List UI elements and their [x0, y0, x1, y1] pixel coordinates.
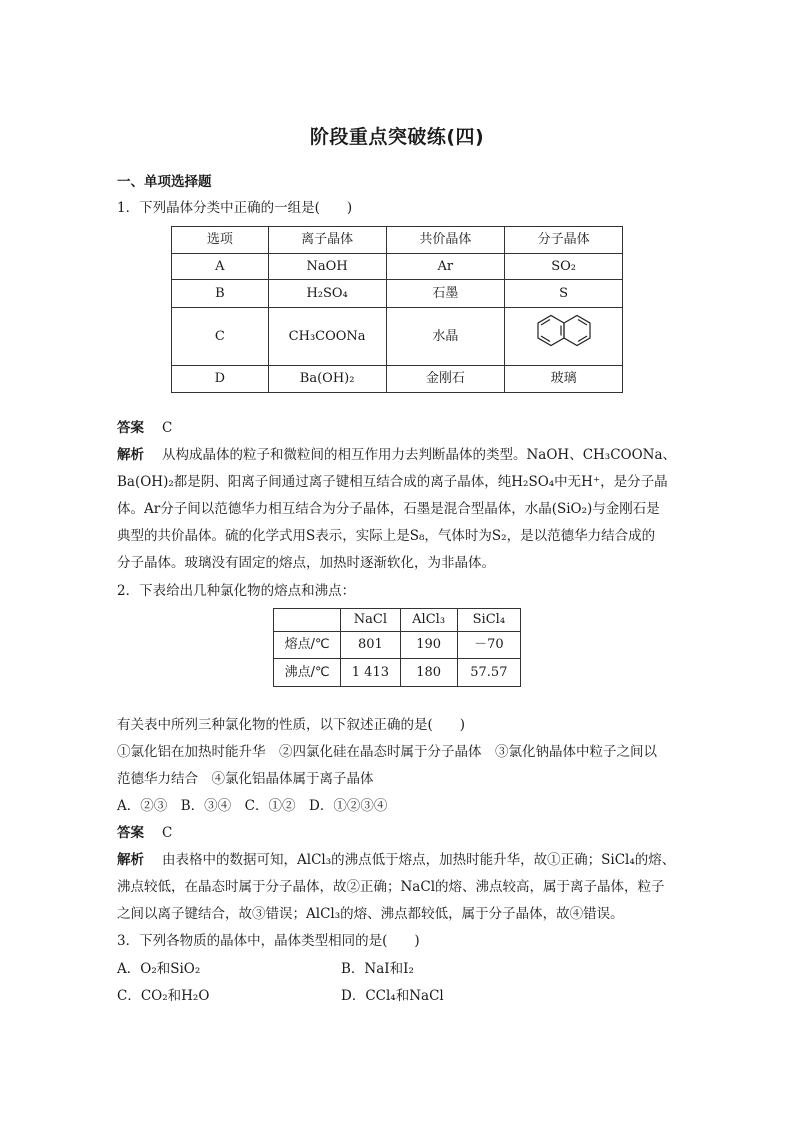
table-row: [172, 280, 623, 308]
header-nacl: NaCl: [341, 609, 400, 632]
row-nacl: 1 413: [341, 659, 400, 687]
q2-answer: [117, 825, 172, 841]
q1-crystal-table: [171, 226, 623, 393]
header-sicl4: SiCl₄: [457, 609, 520, 632]
row-ionic: H₂SO₄: [268, 280, 386, 308]
analysis-label: 解析: [117, 447, 144, 463]
q3-option-d: D．CCl₄和NaCl: [341, 988, 444, 1004]
header-ionic: 离子晶体: [268, 227, 386, 254]
q2-analysis-line-1: [117, 852, 675, 868]
row-sicl4: 57.57: [457, 659, 520, 687]
q2-question: 有关表中所列三种氯化物的性质，以下叙述正确的是( ): [117, 717, 466, 733]
answer-label: 答案: [117, 420, 144, 436]
answer-label: 答案: [117, 825, 144, 841]
table-row: [274, 632, 521, 659]
table-header-row: [172, 227, 623, 254]
row-option: B: [172, 280, 269, 308]
row-covalent: Ar: [386, 254, 505, 280]
q1-analysis-line-5: 分子晶体。玻璃没有固定的熔点，加热时逐渐软化，为非晶体。: [117, 555, 495, 571]
table-row: [172, 366, 623, 393]
q2-analysis-line-2: 沸点较低，在晶态时属于分子晶体，故②正确；NaCl的熔、沸点较高，属于离子晶体，粒子: [117, 879, 665, 895]
row-molecular: SO₂: [505, 254, 623, 280]
row-covalent: 石墨: [386, 280, 505, 308]
naphthalene-structure-icon: [532, 314, 596, 360]
row-option: C: [172, 308, 269, 366]
q2-chloride-table: [273, 608, 521, 687]
q3-option-a: A．O₂和SiO₂: [117, 961, 201, 977]
row-alcl3: 190: [400, 632, 457, 659]
q2-statement-line-1: ①氯化铝在加热时能升华 ②四氯化硅在晶态时属于分子晶体 ③氯化钠晶体中粒子之间以: [117, 744, 657, 760]
q3-stem: 3．下列各物质的晶体中，晶体类型相同的是( ): [117, 933, 420, 949]
row-molecular: 玻璃: [505, 366, 623, 393]
answer-value: C: [162, 825, 173, 841]
row-molecular-structure: [505, 308, 623, 366]
header-empty: [274, 609, 341, 632]
row-nacl: 801: [341, 632, 400, 659]
row-label: 熔点/℃: [274, 632, 341, 659]
row-covalent: 金刚石: [386, 366, 505, 393]
analysis-text: 从构成晶体的粒子和微粒间的相互作用力去判断晶体的类型。NaOH、CH₃COONa、: [162, 447, 677, 463]
row-option: A: [172, 254, 269, 280]
row-label: 沸点/℃: [274, 659, 341, 687]
analysis-label: 解析: [117, 852, 144, 868]
q1-answer: [117, 420, 172, 436]
q1-analysis-line-1: [117, 447, 676, 463]
answer-value: C: [162, 420, 173, 436]
table-row: [274, 659, 521, 687]
q3-option-c: C．CO₂和H₂O: [117, 988, 210, 1004]
q2-options: A．②③ B．③④ C．①② D．①②③④: [117, 798, 388, 814]
analysis-text: 由表格中的数据可知，AlCl₃的沸点低于熔点，加热时能升华，故①正确；SiCl₄的熔、: [162, 852, 676, 868]
header-covalent: 共价晶体: [386, 227, 505, 254]
table-row: [172, 308, 623, 366]
row-alcl3: 180: [400, 659, 457, 687]
q3-option-b: B．NaI和I₂: [341, 961, 414, 977]
header-option: 选项: [172, 227, 269, 254]
table-row: [172, 254, 623, 280]
row-sicl4: －70: [457, 632, 520, 659]
table-header-row: [274, 609, 521, 632]
q2-stem: 2．下表给出几种氯化物的熔点和沸点：: [117, 583, 356, 599]
header-molecular: 分子晶体: [505, 227, 623, 254]
q1-analysis-line-4: 典型的共价晶体。硫的化学式用S表示，实际上是S₈，气体时为S₂，是以范德华力结合成的: [117, 528, 656, 544]
row-ionic: CH₃COONa: [268, 308, 386, 366]
q1-analysis-line-3: 体。Ar分子间以范德华力相互结合为分子晶体，石墨是混合型晶体，水晶(SiO₂)与金刚石是: [117, 501, 660, 517]
page-title: 阶段重点突破练(四): [309, 126, 485, 148]
header-alcl3: AlCl₃: [400, 609, 457, 632]
q2-statement-line-2: 范德华力结合 ④氯化铝晶体属于离子晶体: [117, 771, 374, 787]
section-heading: 一、单项选择题: [117, 174, 212, 190]
row-option: D: [172, 366, 269, 393]
row-molecular: S: [505, 280, 623, 308]
q2-analysis-line-3: 之间以离子键结合，故③错误；AlCl₃的熔、沸点都较低，属于分子晶体，故④错误。: [117, 906, 624, 922]
row-ionic: Ba(OH)₂: [268, 366, 386, 393]
q1-analysis-line-2: Ba(OH)₂都是阴、阳离子间通过离子键相互结合成的离子晶体，纯H₂SO₄中无H⁺，是分子晶: [117, 474, 668, 490]
row-ionic: NaOH: [268, 254, 386, 280]
row-covalent: 水晶: [386, 308, 505, 366]
q1-stem: 1．下列晶体分类中正确的一组是( ): [117, 200, 353, 216]
